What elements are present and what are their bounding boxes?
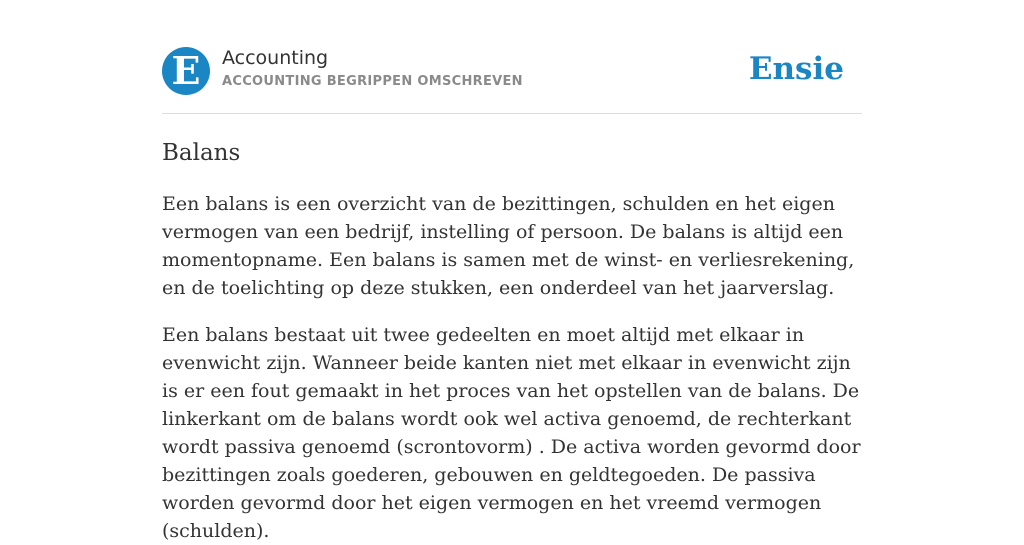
brand-logo-link[interactable]: Ensie (748, 51, 844, 87)
site-subtitle: ACCOUNTING BEGRIPPEN OMSCHREVEN (222, 74, 523, 89)
article-title: Balans (162, 140, 241, 166)
site-logo[interactable]: E (162, 47, 210, 95)
site-header (162, 0, 862, 114)
article-paragraph: Een balans bestaat uit twee gedeelten en moet altijd met elkaar in evenwicht zijn. Wanneer beide kanten niet met elkaar in evenwicht zijn is er een fout gemaakt in het proces van het opstellen van de balans. De linkerkant om de balans wordt ook wel activa genoemd, de rechterkant wordt passiva genoemd (scrontovorm) . De activa worden gevormd door bezittingen zoals goederen, gebouwen en geldtegoeden. De passiva worden gevormd door het eigen vermogen en het vreemd vermogen (schulden). (162, 324, 861, 542)
article-paragraph: Een balans is een overzicht van de bezittingen, schulden en het eigen vermogen van een bedrijf, instelling of persoon. De balans is altijd een momentopname. Een balans is samen met de winst- en verliesrekening, en de toelichting op deze stukken, een onderdeel van het jaarverslag. (162, 193, 855, 299)
site-title-link[interactable]: Accounting (222, 47, 329, 69)
content-container (162, 0, 862, 542)
